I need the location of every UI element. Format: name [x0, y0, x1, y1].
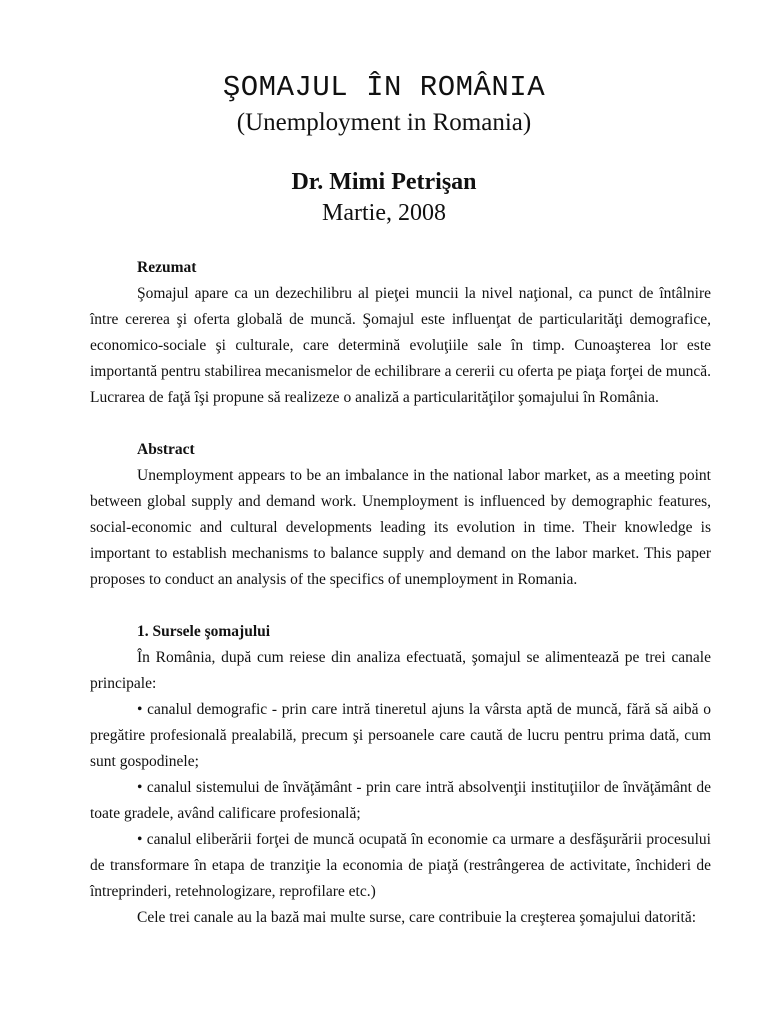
bullet-item: • canalul eliberării forţei de muncă ocupată în economie ca urmare a desfăşurării procesului de transformare în etapa de tranziţie la economia de piaţă (restrângerea de activitate, închideri de întreprinderi, retehnologizare, reprofilare etc.)	[90, 831, 711, 900]
bullet-item: • canalul demografic - prin care intră tineretul ajuns la vârsta aptă de muncă, fără să aibă o pregătire profesională prealabilă, precum şi persoanele care caută de lucru pentru prima dată, cum sunt gospodinele;	[90, 701, 711, 770]
section-1-intro: În România, după cum reiese din analiza efectuată, şomajul se alimentează pe trei canale principale:	[90, 649, 711, 692]
section-1-closing: Cele trei canale au la bază mai multe surse, care contribuie la creşterea şomajului datorită:	[137, 909, 697, 926]
document-title: ŞOMAJUL ÎN ROMÂNIA	[222, 71, 546, 104]
publication-date: Martie, 2008	[322, 200, 446, 226]
abstract-heading: Abstract	[137, 441, 195, 458]
section-1-heading: 1. Sursele şomajului	[137, 623, 271, 640]
abstract-paragraph: Unemployment appears to be an imbalance in the national labor market, as a meeting point between global supply and demand work. Unemployment is influenced by demographic features, social-economic and cultural developments leading its evolution in time. Their knowledge is important to establish mechanisms to balance supply and demand on the labor market. This paper proposes to conduct an analysis of the specifics of unemployment in Romania.	[90, 467, 711, 588]
document-subtitle: (Unemployment in Romania)	[236, 109, 532, 136]
author-name: Dr. Mimi Petrişan	[291, 169, 477, 195]
rezumat-paragraph: Şomajul apare ca un dezechilibru al pieţei muncii la nivel naţional, ca punct de întâlnire între cererea şi oferta globală de muncă. Şomajul este influenţat de particularităţi demografice, economico-sociale şi culturale, care determină evoluţiile sale în timp. Cunoaşterea lor este importantă pentru stabilirea mecanismelor de echilibrare a cererii cu oferta pe piaţa forţei de muncă. Lucrarea de faţă îşi propune să realizeze o analiză a particularităţilor şomajului în România.	[90, 285, 711, 406]
bullet-item: • canalul sistemului de învăţământ - prin care intră absolvenţii instituţiilor de învăţământ de toate gradele, având calificare profesională;	[90, 779, 711, 822]
spacer	[90, 593, 711, 619]
rezumat-heading: Rezumat	[137, 259, 197, 276]
spacer	[90, 411, 711, 437]
document-body	[90, 255, 711, 931]
